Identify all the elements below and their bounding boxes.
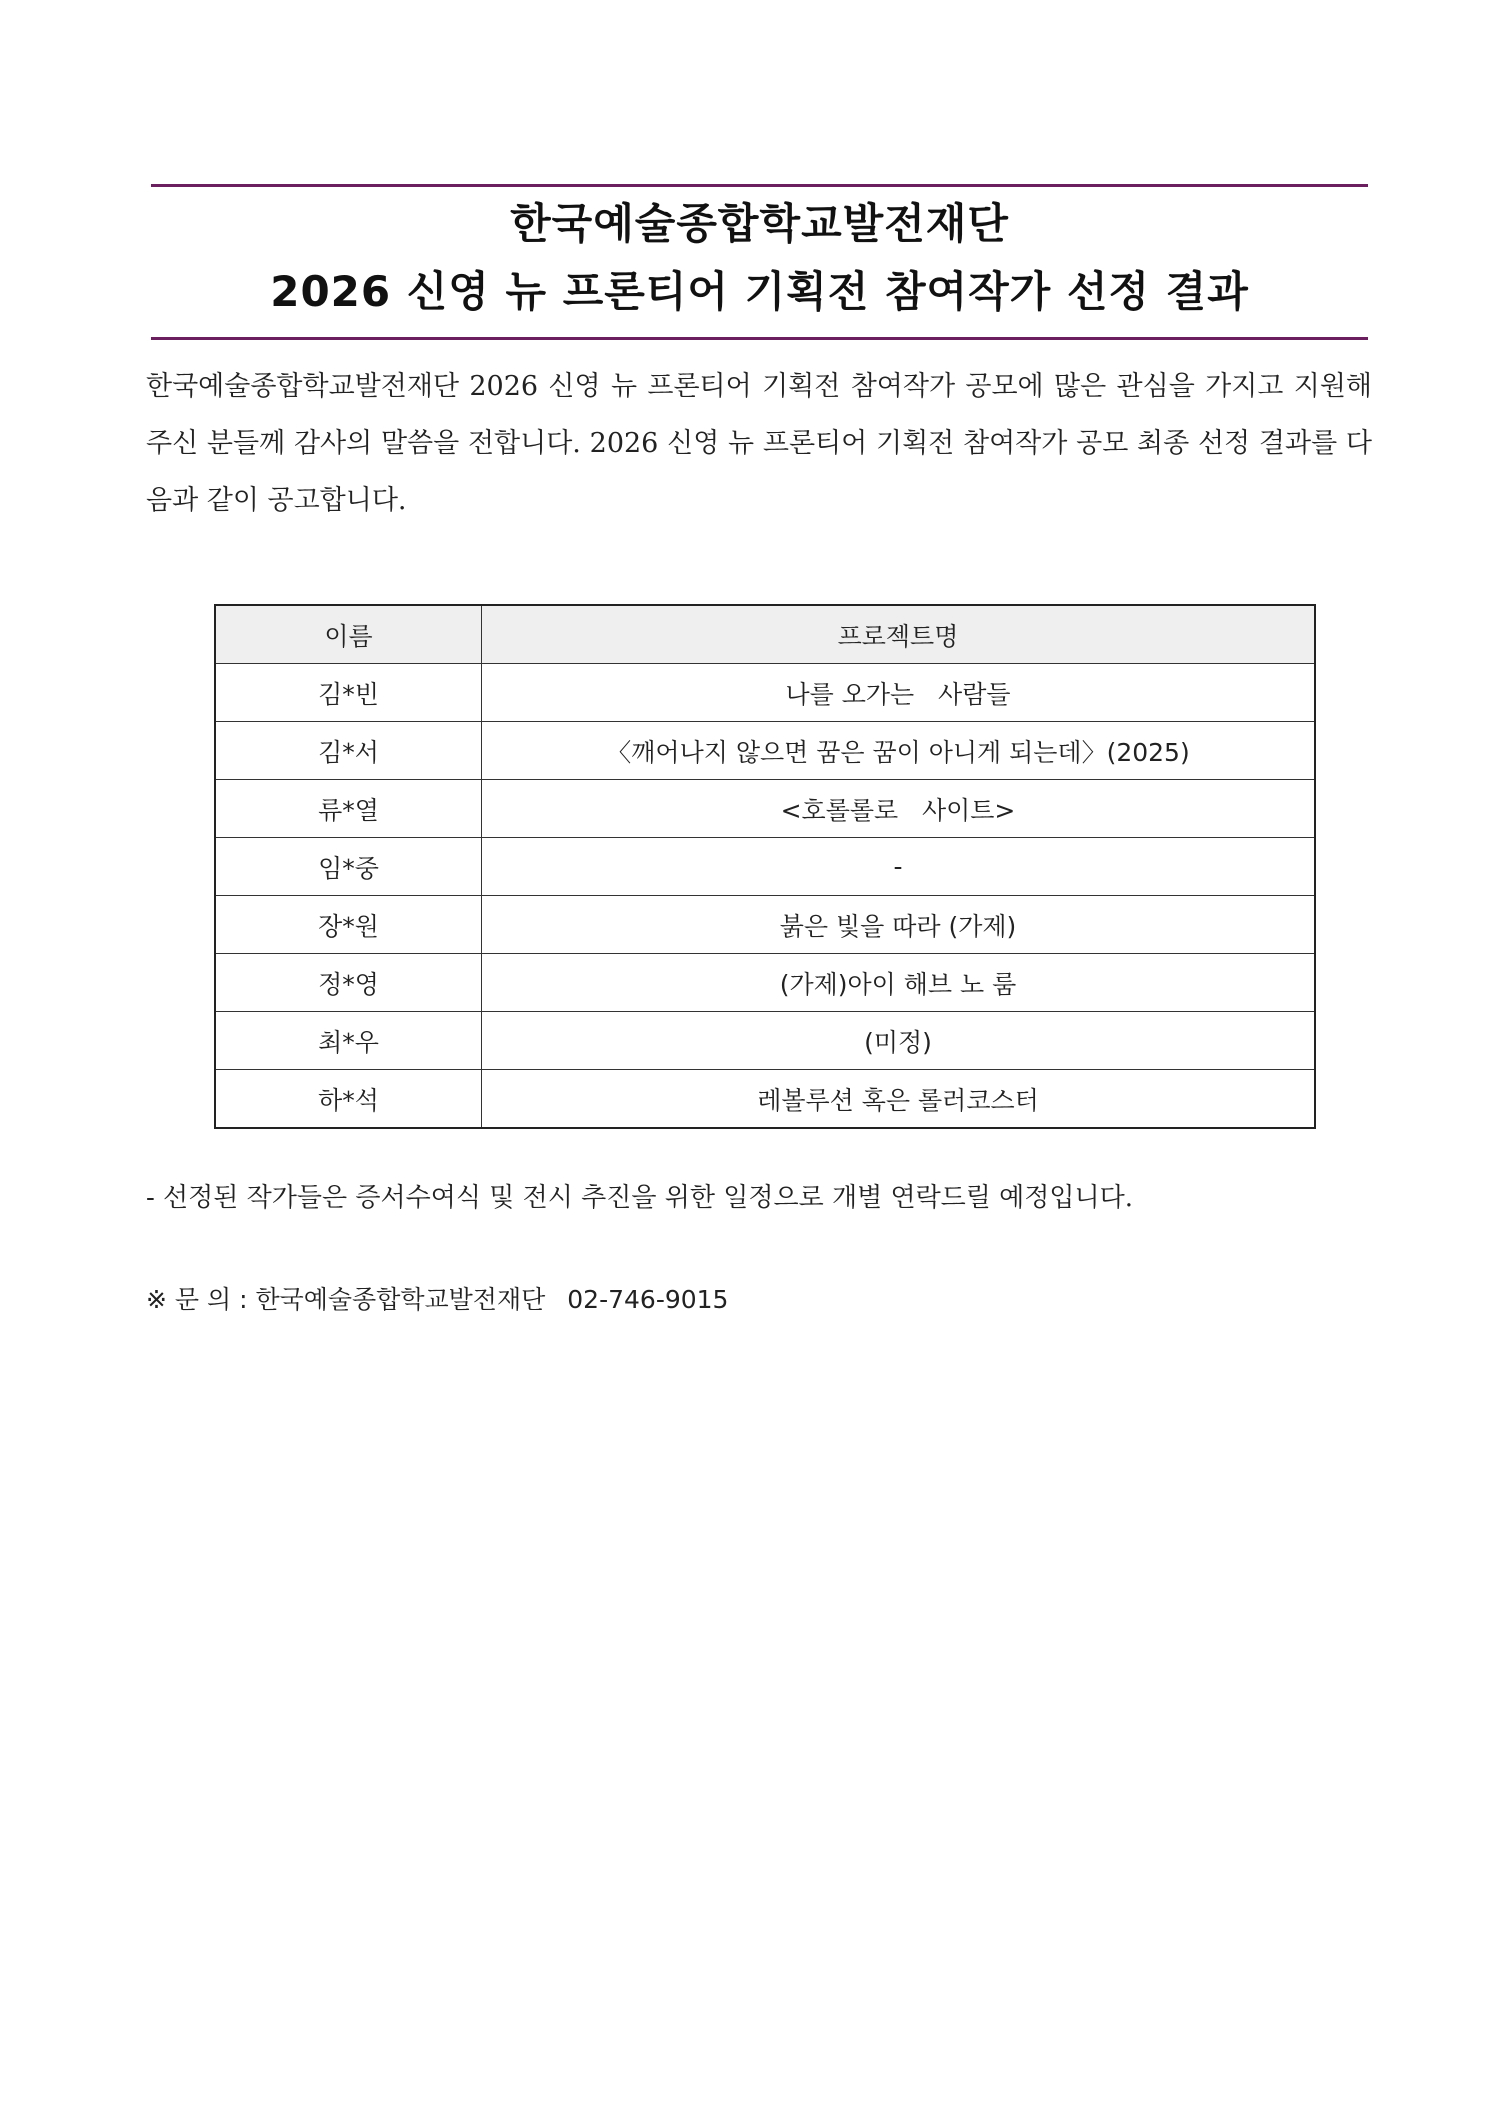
inquiry-label: ※ 문 의 : 한국예술종합학교발전재단 [146, 1285, 546, 1314]
project-title: (미정) [482, 1012, 1316, 1070]
intro-paragraph: 한국예술종합학교발전재단 2026 신영 뉴 프론티어 기획전 참여작가 공모에 많은 관심을 가지고 지원해주신 분들께 감사의 말씀을 전합니다. 2026 신영 뉴 프론티어 기획전 참여작가 공모 최종 선정 결과를 다음과 같이 공고합니다. [146, 371, 1372, 516]
project-title: - [482, 838, 1316, 896]
table-row [215, 664, 1315, 722]
table-row [215, 1070, 1315, 1129]
title-organization: 한국예술종합학교발전재단 [510, 199, 1009, 248]
header-project: 프로젝트명 [482, 605, 1316, 664]
project-title: 〈깨어나지 않으면 꿈은 꿈이 아니게 되는데〉(2025) [482, 722, 1316, 780]
artist-name: 정*영 [215, 954, 482, 1012]
project-title: (가제)아이 해브 노 룸 [482, 954, 1316, 1012]
table-row [215, 954, 1315, 1012]
table-row [215, 1012, 1315, 1070]
contact-notice: - 선정된 작가들은 증서수여식 및 전시 추진을 위한 일정으로 개별 연락드릴 예정입니다. [146, 1183, 1134, 1213]
inquiry-phone: 02-746-9015 [567, 1285, 729, 1314]
title-top-rule [151, 184, 1368, 187]
project-title: 붉은 빛을 따라 (가제) [482, 896, 1316, 954]
table-row [215, 722, 1315, 780]
project-title: 나를 오가는 사람들 [482, 664, 1316, 722]
selection-result-table [214, 604, 1316, 1129]
artist-name: 김*빈 [215, 664, 482, 722]
document-title [151, 190, 1368, 326]
project-title: 레볼루션 혹은 롤러코스터 [482, 1070, 1316, 1129]
inquiry-line [146, 1280, 728, 1320]
title-bottom-rule [151, 337, 1368, 340]
artist-name: 최*우 [215, 1012, 482, 1070]
table-header-row [215, 605, 1315, 664]
artist-name: 김*서 [215, 722, 482, 780]
artist-name: 임*중 [215, 838, 482, 896]
project-title: <호롤롤로 사이트> [482, 780, 1316, 838]
artist-name: 하*석 [215, 1070, 482, 1129]
table-row [215, 780, 1315, 838]
table-row [215, 896, 1315, 954]
header-name: 이름 [215, 605, 482, 664]
title-subject: 2026 신영 뉴 프론티어 기획전 참여작가 선정 결과 [270, 267, 1249, 316]
artist-name: 장*원 [215, 896, 482, 954]
table-row [215, 838, 1315, 896]
artist-name: 류*열 [215, 780, 482, 838]
